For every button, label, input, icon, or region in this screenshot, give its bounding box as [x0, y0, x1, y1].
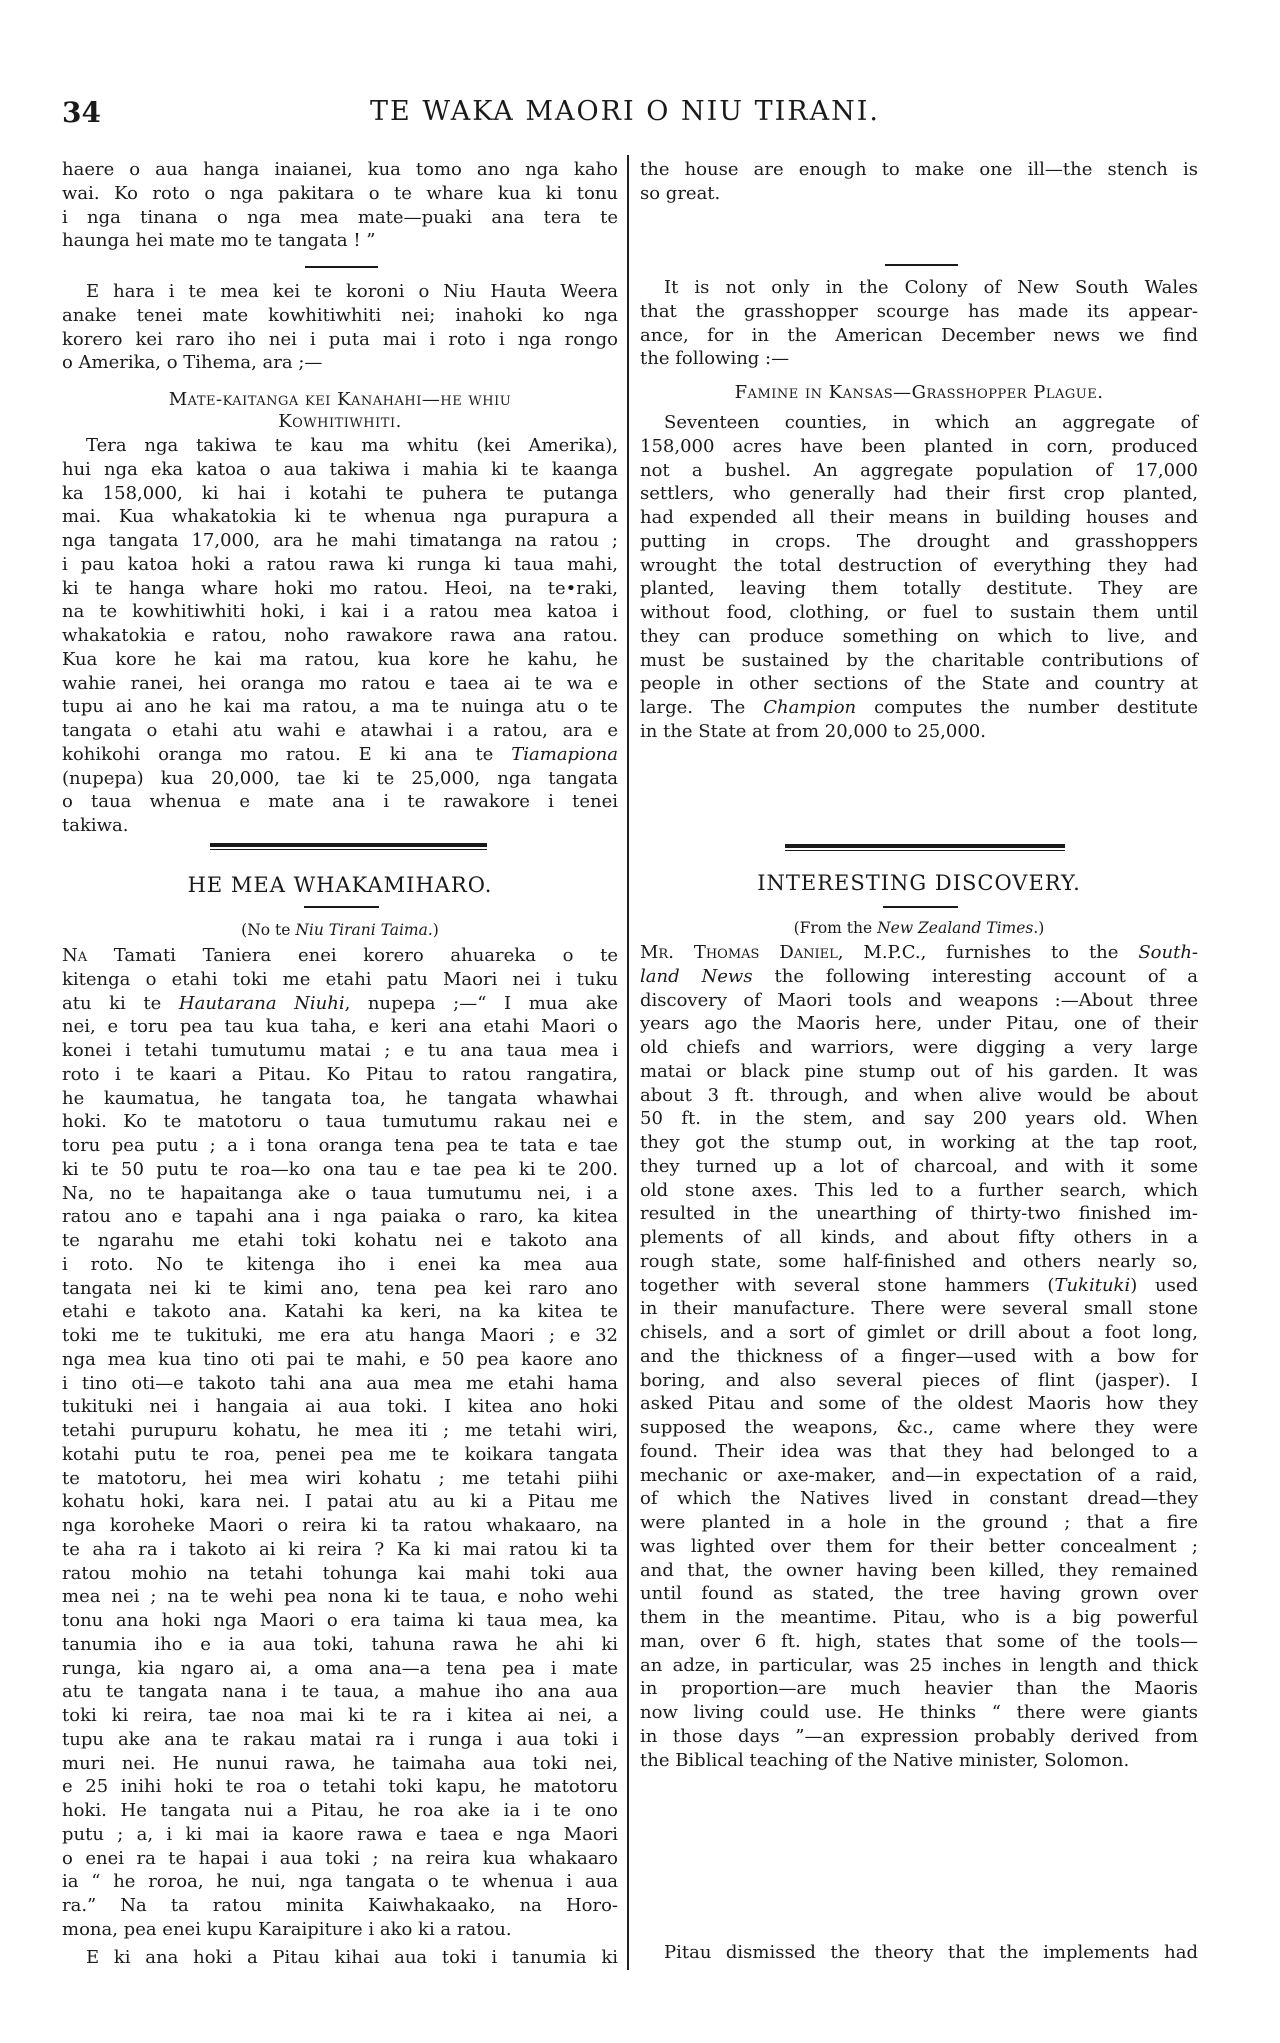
text-line — [640, 1202, 1198, 1226]
italic-text: Hautarana Niuhi — [178, 992, 345, 1014]
section-heading-line: Famine in Kansas—Grasshopper Plague. — [734, 382, 1104, 403]
text-line — [62, 1039, 618, 1063]
text-line — [62, 743, 618, 767]
text-run: Seventeen counties, in which an aggregate of — [664, 412, 1198, 433]
text-line — [640, 1060, 1198, 1084]
text-run: konei i tetahi tumutumu matai ; e tu ana taua mea i — [62, 1040, 618, 1061]
text-run: tanumia iho e ia aua toki, tahuna rawa he ahi ki — [62, 1633, 618, 1655]
text-run: them in the meantime. Pitau, who is a big powerful — [640, 1607, 1198, 1628]
text-line — [640, 1654, 1198, 1678]
paragraph — [640, 411, 1198, 744]
text-run: runga, kia ngaro ai, a oma ana—a tena pea i mate — [62, 1657, 618, 1679]
text-run: without food, clothing, or fuel to sustain them until — [640, 602, 1198, 623]
text-run: te aha ra i takoto ai ki reira ? Ka ki mai ratou ki ta — [62, 1538, 618, 1560]
text-line — [640, 1725, 1198, 1749]
text-line — [62, 1657, 618, 1681]
text-run: people in other sections of the State and country at — [640, 673, 1198, 695]
text-line — [62, 790, 618, 814]
text-line — [640, 459, 1198, 483]
text-run: na te kowhitiwhiti hoki, i kai i a ratou mea katoa i — [62, 601, 618, 623]
text-line — [640, 577, 1198, 601]
text-line — [640, 1582, 1198, 1606]
text-run: not a bushel. An aggregate population of 17,000 — [640, 459, 1198, 481]
text-run: te matotoru, hei mea wiri kohatu ; me tetahi piihi — [62, 1467, 618, 1489]
text-line — [62, 1609, 618, 1633]
separator-rule — [305, 266, 378, 268]
text-line — [640, 300, 1198, 324]
text-run: ratou mohio na tetahi tohunga kai mahi toki aua — [62, 1562, 618, 1584]
text-line — [62, 672, 618, 696]
text-line — [62, 1300, 618, 1324]
section-heading — [62, 389, 618, 433]
running-title: TE WAKA MAORI O NIU TIRANI. — [370, 96, 880, 127]
text-run: te ngarahu me etahi toki kohatu nei e takoto ana — [62, 1230, 618, 1251]
text-run: muri nei. He nunui rawa, he taimaha aua toki nei, — [62, 1752, 618, 1774]
text-run: atu ki te — [62, 992, 179, 1014]
text-run: , M.P.C., furnishes to the — [837, 942, 1139, 963]
section-heading-line: Mate-kaitanga kei Kanahahi—he whiu — [168, 389, 512, 410]
text-run: tangata o etahi atu wahi e atawhai i a ratou, ara e — [62, 720, 618, 741]
text-line — [62, 1467, 618, 1491]
text-line — [62, 600, 618, 624]
separator-rule — [883, 906, 958, 908]
text-line — [62, 206, 618, 230]
text-run: whakatokia e ratou, noho rawakore rawa ana ratou. — [62, 625, 618, 646]
text-line — [640, 625, 1198, 649]
text-line — [640, 324, 1198, 348]
paragraph — [62, 944, 618, 1942]
text-run: tupu ake ana te rakau matai ra i runga i aua toki i — [62, 1728, 618, 1750]
text-run: kotahi putu te roa, penei pea me te koikara tangata — [62, 1443, 618, 1465]
italic-text: Tukituki — [1054, 1274, 1131, 1296]
italic-text: land News — [640, 965, 753, 987]
text-run: found. Their idea was that they had belonged to a — [640, 1440, 1198, 1462]
text-line — [62, 182, 618, 206]
text-line — [640, 1701, 1198, 1725]
text-line — [640, 1107, 1198, 1131]
small-caps-text: Mr. Thomas Daniel — [640, 942, 838, 963]
text-line — [640, 554, 1198, 578]
article-source — [640, 918, 1198, 938]
text-run: they got the stump out, in working at the tap root, — [640, 1132, 1198, 1153]
text-line — [62, 1063, 618, 1087]
text-line — [62, 767, 618, 791]
text-run: mea nei ; na te wehi pea nona ki te taua, e noho wehi — [62, 1586, 618, 1608]
text-run: man, over 6 ft. high, states that some of the tools— — [640, 1630, 1198, 1652]
text-line — [62, 1918, 618, 1942]
text-line — [640, 1535, 1198, 1559]
text-run: kohatu hoki, kara nei. I patai atu au ki a Pitau me — [62, 1491, 618, 1513]
text-line — [62, 1870, 618, 1894]
text-run: ) — [432, 921, 439, 939]
text-line — [62, 1395, 618, 1419]
text-line — [640, 1155, 1198, 1179]
text-run: toki me te tukituki, me era atu hanga Maori ; e 32 — [62, 1325, 618, 1346]
text-run: .) — [1033, 919, 1045, 937]
text-run: mona, pea enei kupu Karaipiture i ako ki a ratou. — [62, 1918, 512, 1940]
text-run: the house are enough to make one ill—the stench is — [640, 159, 1198, 180]
text-run: ) used — [1130, 1274, 1199, 1296]
paragraph — [640, 276, 1198, 371]
text-line — [62, 1253, 618, 1277]
text-run: had expended all their means in building houses and — [640, 507, 1198, 528]
text-run: about 3 ft. through, and when alive would be about — [640, 1084, 1198, 1106]
text-run: ratou ano e tapahi ana i nga paiaka o raro, ka kitea — [62, 1206, 618, 1228]
text-run: ki te hanga whare hoki mo ratou. Heoi, na te•raki, — [62, 577, 618, 599]
text-run: now living could use. He thinks “ there were giants — [640, 1702, 1198, 1723]
text-line — [62, 304, 618, 328]
text-line — [62, 1680, 618, 1704]
text-line — [62, 553, 618, 577]
text-run: E ki ana hoki a Pitau kihai aua toki i tanumia ki — [86, 1947, 618, 1968]
text-run: wahie ranei, hei oranga mo ratou e taea ai te wa e — [62, 672, 618, 694]
text-run: o enei ra te hapai i aua toki ; na reira kua whakaaro — [62, 1847, 618, 1869]
text-run: wai. Ko roto o nga pakitara o te whare kua ki tonu — [62, 182, 618, 204]
text-line — [640, 1179, 1198, 1203]
text-run: the following interesting account of a — [752, 965, 1199, 987]
text-run: the Biblical teaching of the Native minister, Solomon. — [640, 1749, 1130, 1771]
text-run: years ago the Maoris here, under Pitau, one of their — [640, 1013, 1198, 1035]
text-line — [640, 1226, 1198, 1250]
text-line — [640, 1511, 1198, 1535]
text-line — [62, 1324, 618, 1348]
text-line — [640, 1012, 1198, 1036]
text-line — [640, 435, 1198, 459]
text-line — [640, 649, 1198, 673]
text-run: planted, leaving them totally destitute. They are — [640, 578, 1198, 600]
text-run: It is not only in the Colony of New South Wales — [664, 277, 1198, 298]
text-run: e 25 inihi hoki te roa o tetahi toki kapu, he matotoru — [62, 1776, 618, 1798]
text-run: kitenga o etahi toki me etahi patu Maori nei i tuku — [62, 968, 618, 990]
text-run: toki ki reira, tae noa mai ki te ra i kitea ai nei, a — [62, 1705, 618, 1726]
text-run: in their manufacture. There were several small stone — [640, 1298, 1198, 1320]
text-run: o Amerika, o Tihema, ara ;— — [62, 352, 323, 374]
text-run: an adze, in particular, was 25 inches in length and thick — [640, 1654, 1198, 1676]
text-run: together with several stone hammers ( — [640, 1274, 1055, 1296]
text-line — [62, 1704, 618, 1728]
text-line — [640, 1464, 1198, 1488]
page-number: 34 — [62, 96, 101, 129]
text-line — [62, 1823, 618, 1847]
text-run: nei, e toru pea tau kua taha, e keri ana etahi Maori o — [62, 1016, 618, 1038]
text-run: korero kei raro iho nei i puta mai i roto i nga rongo — [62, 328, 618, 350]
text-line — [62, 1894, 618, 1918]
text-line — [62, 351, 618, 375]
text-run: haere o aua hanga inaianei, kua tomo ano nga kaho — [62, 159, 618, 180]
text-line — [640, 530, 1198, 554]
section-heading-line: Kowhitiwhiti. — [278, 411, 402, 432]
small-caps-text: Na — [62, 945, 88, 966]
text-run: tetahi purupuru kohatu, he mea iti ; me tetahi wiri, — [62, 1420, 618, 1441]
text-line — [62, 1348, 618, 1372]
text-line — [62, 1799, 618, 1823]
text-run: i pau katoa hoki a ratou rawa ki runga ki taua mahi, — [62, 553, 618, 575]
italic-text: Niu Tirani Taima. — [295, 921, 433, 939]
text-line — [640, 1416, 1198, 1440]
text-line — [640, 1297, 1198, 1321]
article-source — [62, 920, 618, 940]
text-run: putu ; a, i ki mai ia kaore rawa e taea e nga Maori — [62, 1823, 618, 1845]
italic-text: South- — [1138, 942, 1198, 963]
text-line — [640, 965, 1198, 989]
text-run: were planted in a hole in the ground ; that a fire — [640, 1512, 1198, 1533]
text-line — [62, 944, 618, 968]
text-run: 50 ft. in the stem, and say 200 years old. When — [640, 1108, 1198, 1130]
text-run: tangata nei ki te kimi ano, tena pea kei raro ano — [62, 1277, 618, 1299]
text-line — [62, 458, 618, 482]
text-run: they can produce something on which to live, and — [640, 625, 1198, 647]
text-run: resulted in the unearthing of thirty-two finished im- — [640, 1203, 1198, 1225]
text-run: was lighted over them for their better concealment ; — [640, 1535, 1198, 1557]
text-run: chisels, and a sort of gimlet or drill about a foot long, — [640, 1322, 1198, 1343]
paragraph — [640, 941, 1198, 1772]
text-run: tupu ai ano he kai ma ratou, a ma te nuinga atu o te — [62, 696, 618, 718]
text-line — [640, 1274, 1198, 1298]
text-line — [62, 814, 618, 838]
text-run: matai or black pine stump out of his garden. It was — [640, 1060, 1198, 1082]
text-line — [62, 158, 618, 182]
text-run: i tino oti—e takoto tahi ana aua mea me etahi hama — [62, 1372, 618, 1394]
italic-text: Tiamapiona — [511, 743, 618, 765]
text-run: hoki. Ko te matotoru o taua tumutumu rakau nei e — [62, 1111, 618, 1133]
text-line — [640, 182, 1198, 206]
text-run: old stone axes. This led to a further search, which — [640, 1179, 1198, 1201]
text-run: roto i te kaari a Pitau. Ko Pitau to ratou rangatira, — [62, 1063, 618, 1085]
text-line — [62, 624, 618, 648]
text-run: he kaumatua, he tangata toa, he tangata whawhai — [62, 1087, 618, 1109]
text-run: putting in crops. The drought and grasshoppers — [640, 530, 1198, 552]
text-run: settlers, who generally had their first crop planted, — [640, 483, 1198, 505]
text-line — [62, 719, 618, 743]
text-run: kohikohi oranga mo ratou. E ki ana te — [62, 743, 512, 765]
text-line — [62, 1015, 618, 1039]
text-line — [62, 1158, 618, 1182]
text-run: Na, no te hapaitanga ake o taua tumutumu nei, i a — [62, 1182, 618, 1204]
text-run: ia “ he roroa, he nui, nga tangata o te whenua i aua — [62, 1871, 618, 1893]
text-line — [62, 968, 618, 992]
text-run: the following :— — [640, 348, 790, 370]
paragraph — [62, 1946, 618, 1970]
text-line — [640, 506, 1198, 530]
text-line — [62, 529, 618, 553]
text-line — [640, 1250, 1198, 1274]
text-run: Kua kore he kai ma ratou, kua kore he kahu, he — [62, 648, 618, 670]
text-run: they turned up a lot of charcoal, and with it some — [640, 1155, 1198, 1177]
text-line — [640, 482, 1198, 506]
text-line — [62, 1775, 618, 1799]
italic-text: Champion — [763, 697, 857, 718]
text-run: mai. Kua whakatokia ki te whenua nga purapura a — [62, 506, 618, 528]
text-line — [62, 577, 618, 601]
separator-rule — [885, 264, 958, 266]
text-line — [640, 1345, 1198, 1369]
paragraph — [62, 434, 618, 838]
paragraph — [62, 158, 618, 253]
text-line — [62, 1752, 618, 1776]
text-run: atu te tangata nana i te taua, a mahue iho ana aua — [62, 1681, 618, 1703]
text-run: large. The — [640, 697, 764, 718]
text-line — [640, 1321, 1198, 1345]
text-line — [640, 1392, 1198, 1416]
text-run: ka 158,000, ki hai i kotahi te puhera te putanga — [62, 482, 618, 504]
text-line — [62, 1134, 618, 1158]
text-run: 158,000 acres have been planted in corn, produced — [640, 435, 1198, 457]
text-line — [62, 1277, 618, 1301]
text-line — [62, 1728, 618, 1752]
paragraph — [62, 280, 618, 375]
text-run: in those days ”—an expression probably derived from — [640, 1725, 1198, 1747]
text-line — [640, 601, 1198, 625]
text-line — [62, 1538, 618, 1562]
text-run: of which the Natives lived in constant dread—they — [640, 1488, 1198, 1510]
text-line — [640, 1559, 1198, 1583]
text-line — [62, 1490, 618, 1514]
text-line — [62, 1847, 618, 1871]
text-line — [640, 696, 1198, 720]
text-run: etahi e takoto ana. Katahi ka keri, na ka kitea te — [62, 1301, 618, 1323]
text-line — [640, 1749, 1198, 1773]
text-run: that the grasshopper scourge has made its appear- — [640, 300, 1198, 322]
text-run: until found as stated, the tree having grown over — [640, 1583, 1198, 1605]
text-run: Tamati Taniera enei korero ahuareka o te — [87, 945, 618, 966]
text-line — [640, 1941, 1198, 1965]
text-run: (No te — [241, 921, 296, 939]
text-line — [62, 434, 618, 458]
text-line — [62, 280, 618, 304]
text-run: ra.” Na ta ratou minita Kaiwhakaako, na Horo- — [62, 1895, 618, 1916]
text-line — [62, 1514, 618, 1538]
column-divider — [627, 155, 629, 1970]
text-run: ance, for in the American December news we find — [640, 324, 1198, 346]
text-line — [640, 1369, 1198, 1393]
text-run: rough state, some half-finished and others nearly so, — [640, 1250, 1198, 1272]
text-line — [62, 648, 618, 672]
text-line — [62, 1372, 618, 1396]
text-run: hoki. He tangata nui a Pitau, he roa ake ia i te ono — [62, 1800, 618, 1821]
text-line — [62, 695, 618, 719]
text-run: ki te 50 putu te roa—ko ona tau e tae pea ki te 200. — [62, 1158, 618, 1180]
text-run: mechanic or axe-maker, and—in expectation of a raid, — [640, 1464, 1198, 1486]
text-run: (From the — [793, 919, 878, 937]
text-run: in the State at from 20,000 to 25,000. — [640, 720, 986, 742]
text-line — [640, 1131, 1198, 1155]
text-line — [640, 941, 1198, 965]
text-line — [62, 328, 618, 352]
text-run: hui nga eka katoa o aua takiwa i mahia ki te kaanga — [62, 458, 618, 480]
text-line — [62, 1419, 618, 1443]
text-run: nga mea kua tino oti pai te mahi, e 50 pea kaore ano — [62, 1348, 618, 1370]
text-run: o taua whenua e mate ana i te rawakore i tenei — [62, 791, 618, 813]
text-line — [62, 1946, 618, 1970]
text-run: and the thickness of a finger—used with a bow for — [640, 1345, 1198, 1367]
text-run: tukituki nei i hangaia ai aua toki. I kitea ano hoki — [62, 1396, 618, 1418]
text-run: supposed the weapons, &c., came where they were — [640, 1417, 1198, 1438]
text-line — [640, 1677, 1198, 1701]
text-run: Tera nga takiwa te kau ma whitu (kei Amerika), — [86, 435, 618, 456]
text-run: must be sustained by the charitable contributions of — [640, 649, 1198, 671]
text-line — [62, 1633, 618, 1657]
text-run: i roto. No te kitenga iho i enei ka mea aua — [62, 1253, 618, 1275]
text-line — [640, 276, 1198, 300]
text-run: i nga tinana o nga mea mate—puaki ana tera te — [62, 206, 618, 228]
italic-text: New Zealand Times — [877, 919, 1034, 937]
text-run: , nupepa ;—“ I mua ake — [344, 992, 618, 1014]
section-heading — [640, 382, 1198, 404]
double-rule — [210, 843, 487, 850]
text-line — [640, 672, 1198, 696]
text-line — [62, 482, 618, 506]
text-line — [640, 1440, 1198, 1464]
text-run: wrought the total destruction of everything they had — [640, 554, 1198, 576]
text-line — [62, 1182, 618, 1206]
text-line — [640, 1606, 1198, 1630]
article-title: HE MEA WHAKAMIHARO. — [187, 873, 493, 897]
text-line — [640, 1630, 1198, 1654]
text-run: haunga hei mate mo te tangata ! ” — [62, 230, 376, 252]
text-run: in proportion—are much heavier than the Maoris — [640, 1678, 1198, 1700]
text-line — [640, 158, 1198, 182]
text-run: asked Pitau and some of the oldest Maoris how they — [640, 1393, 1198, 1415]
text-run: anake tenei mate kowhitiwhiti nei; inahoki ko nga — [62, 304, 618, 326]
separator-rule — [304, 906, 379, 908]
text-line — [62, 505, 618, 529]
text-line — [62, 1110, 618, 1134]
text-run: plements of all kinds, and about fifty others in a — [640, 1227, 1198, 1248]
text-run: takiwa. — [62, 815, 129, 836]
text-line — [62, 1562, 618, 1586]
text-line — [640, 347, 1198, 371]
text-line — [62, 1205, 618, 1229]
text-run: tonu ana hoki nga Maori o era taima ki taua mea, ka — [62, 1610, 618, 1631]
text-run: computes the number destitute — [856, 697, 1198, 718]
paragraph — [640, 1941, 1198, 1965]
text-line — [640, 1084, 1198, 1108]
text-line — [62, 1443, 618, 1467]
text-run: E hara i te mea kei te koroni o Niu Hauta Weera — [86, 281, 618, 302]
text-line — [640, 989, 1198, 1013]
text-line — [62, 1229, 618, 1253]
text-run: discovery of Maori tools and weapons :—About three — [640, 989, 1198, 1011]
text-run: nga tangata 17,000, ara he mahi timatanga na ratou ; — [62, 530, 618, 551]
text-run: and that, the owner having been killed, they remained — [640, 1559, 1198, 1581]
text-run: so great. — [640, 182, 721, 204]
text-line — [62, 1585, 618, 1609]
paragraph — [640, 158, 1198, 206]
text-run: boring, and also several pieces of flint (jasper). I — [640, 1369, 1198, 1391]
text-run: Pitau dismissed the theory that the implements had — [664, 1942, 1198, 1963]
article-title: INTERESTING DISCOVERY. — [757, 871, 1081, 895]
text-run: old chiefs and warriors, were digging a very large — [640, 1037, 1198, 1058]
text-line — [62, 992, 618, 1016]
text-run: (nupepa) kua 20,000, tae ki te 25,000, nga tangata — [62, 767, 618, 789]
text-line — [62, 1087, 618, 1111]
double-rule — [785, 844, 1065, 851]
text-line — [640, 411, 1198, 435]
text-run: nga koroheke Maori o reira ki ta ratou whakaaro, na — [62, 1515, 618, 1536]
text-run: toru pea putu ; a i tona oranga tena pea te tata e tae — [62, 1135, 618, 1156]
text-line — [62, 229, 618, 253]
text-line — [640, 1487, 1198, 1511]
text-line — [640, 720, 1198, 744]
text-line — [640, 1036, 1198, 1060]
